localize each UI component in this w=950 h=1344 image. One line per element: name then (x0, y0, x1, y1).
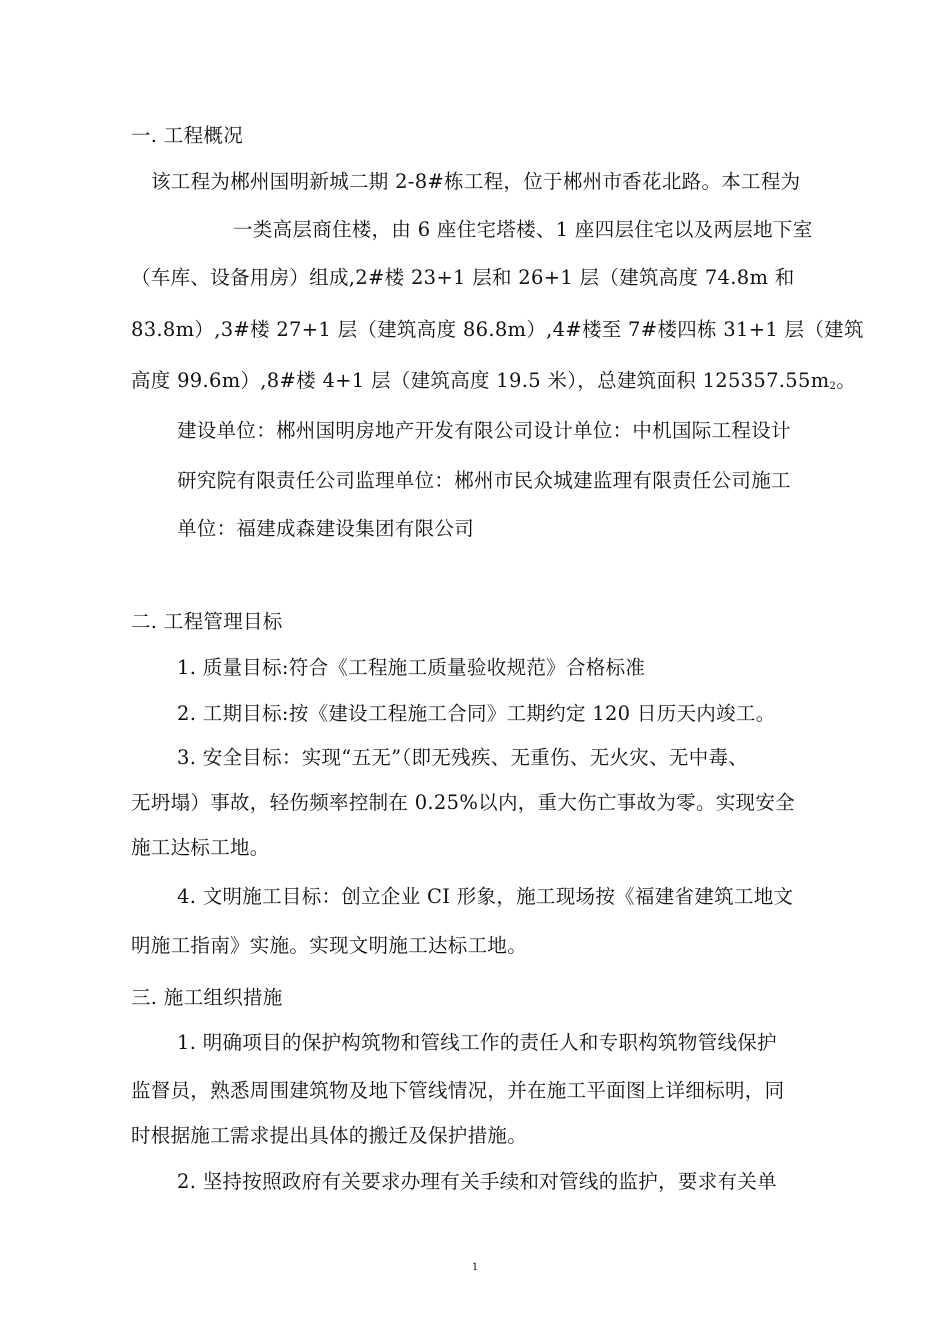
overview-paragraph-line: （车库、设备用房）组成,2#楼 23+1 层和 26+1 层（建筑高度 74.8m 和 (131, 266, 795, 289)
units-paragraph-line: 研究院有限责任公司监理单位：郴州市民众城建监理有限责任公司施工 (177, 469, 791, 492)
section-heading-measures: 三. 施工组织措施 (131, 986, 283, 1009)
goal-item-civilized: 4. 文明施工目标：创立企业 CI 形象，施工现场按《福建省建筑工地文 (177, 885, 794, 908)
goal-item-safety: 3. 安全目标：实现“五无”（即无残疾、无重伤、无火灾、无中毒、 (177, 746, 749, 769)
goal-item-safety: 无坍塌）事故，轻伤频率控制在 0.25%以内，重大伤亡事故为零。实现安全 (131, 791, 795, 814)
goal-item-civilized: 明施工指南》实施。实现文明施工达标工地。 (131, 934, 528, 957)
measure-item-2: 2. 坚持按照政府有关要求办理有关手续和对管线的监护，要求有关单 (177, 1170, 777, 1193)
measure-item-1: 时根据施工需求提出具体的搬迁及保护措施。 (131, 1124, 528, 1147)
measure-item-1: 监督员，熟悉周围建筑物及地下管线情况，并在施工平面图上详细标明，同 (131, 1079, 785, 1102)
page-number: 1 (471, 1262, 479, 1273)
overview-area-text: 高度 99.6m）,8#楼 4+1 层（建筑高度 19.5 米），总建筑面积 125357.55m (131, 369, 830, 392)
overview-paragraph-line (131, 369, 856, 399)
measure-item-1: 1. 明确项目的保护构筑物和管线工作的责任人和专职构筑物管线保护 (177, 1031, 777, 1054)
area-unit-superscript: 2 (829, 381, 837, 392)
units-paragraph-line: 建设单位：郴州国明房地产开发有限公司设计单位：中机国际工程设计 (177, 419, 791, 442)
goal-item-quality: 1. 质量目标:符合《工程施工质量验收规范》合格标准 (177, 656, 646, 679)
goal-item-schedule: 2. 工期目标:按《建设工程施工合同》工期约定 120 日历天内竣工。 (177, 702, 776, 725)
units-paragraph-line: 单位：福建成森建设集团有限公司 (177, 517, 475, 540)
overview-paragraph-line: 该工程为郴州国明新城二期 2-8#栋工程，位于郴州市香花北路。本工程为 (151, 170, 801, 193)
overview-paragraph-line: 一类高层商住楼，由 6 座住宅塔楼、1 座四层住宅以及两层地下室 (233, 218, 813, 241)
section-heading-overview: 一. 工程概况 (131, 124, 243, 147)
overview-area-end: 。 (836, 369, 856, 392)
goal-item-safety: 施工达标工地。 (131, 836, 270, 859)
section-heading-goals: 二. 工程管理目标 (131, 610, 283, 633)
overview-paragraph-line: 83.8m）,3#楼 27+1 层（建筑高度 86.8m）,4#楼至 7#楼四栋 31+1 层（建筑 (131, 318, 864, 341)
